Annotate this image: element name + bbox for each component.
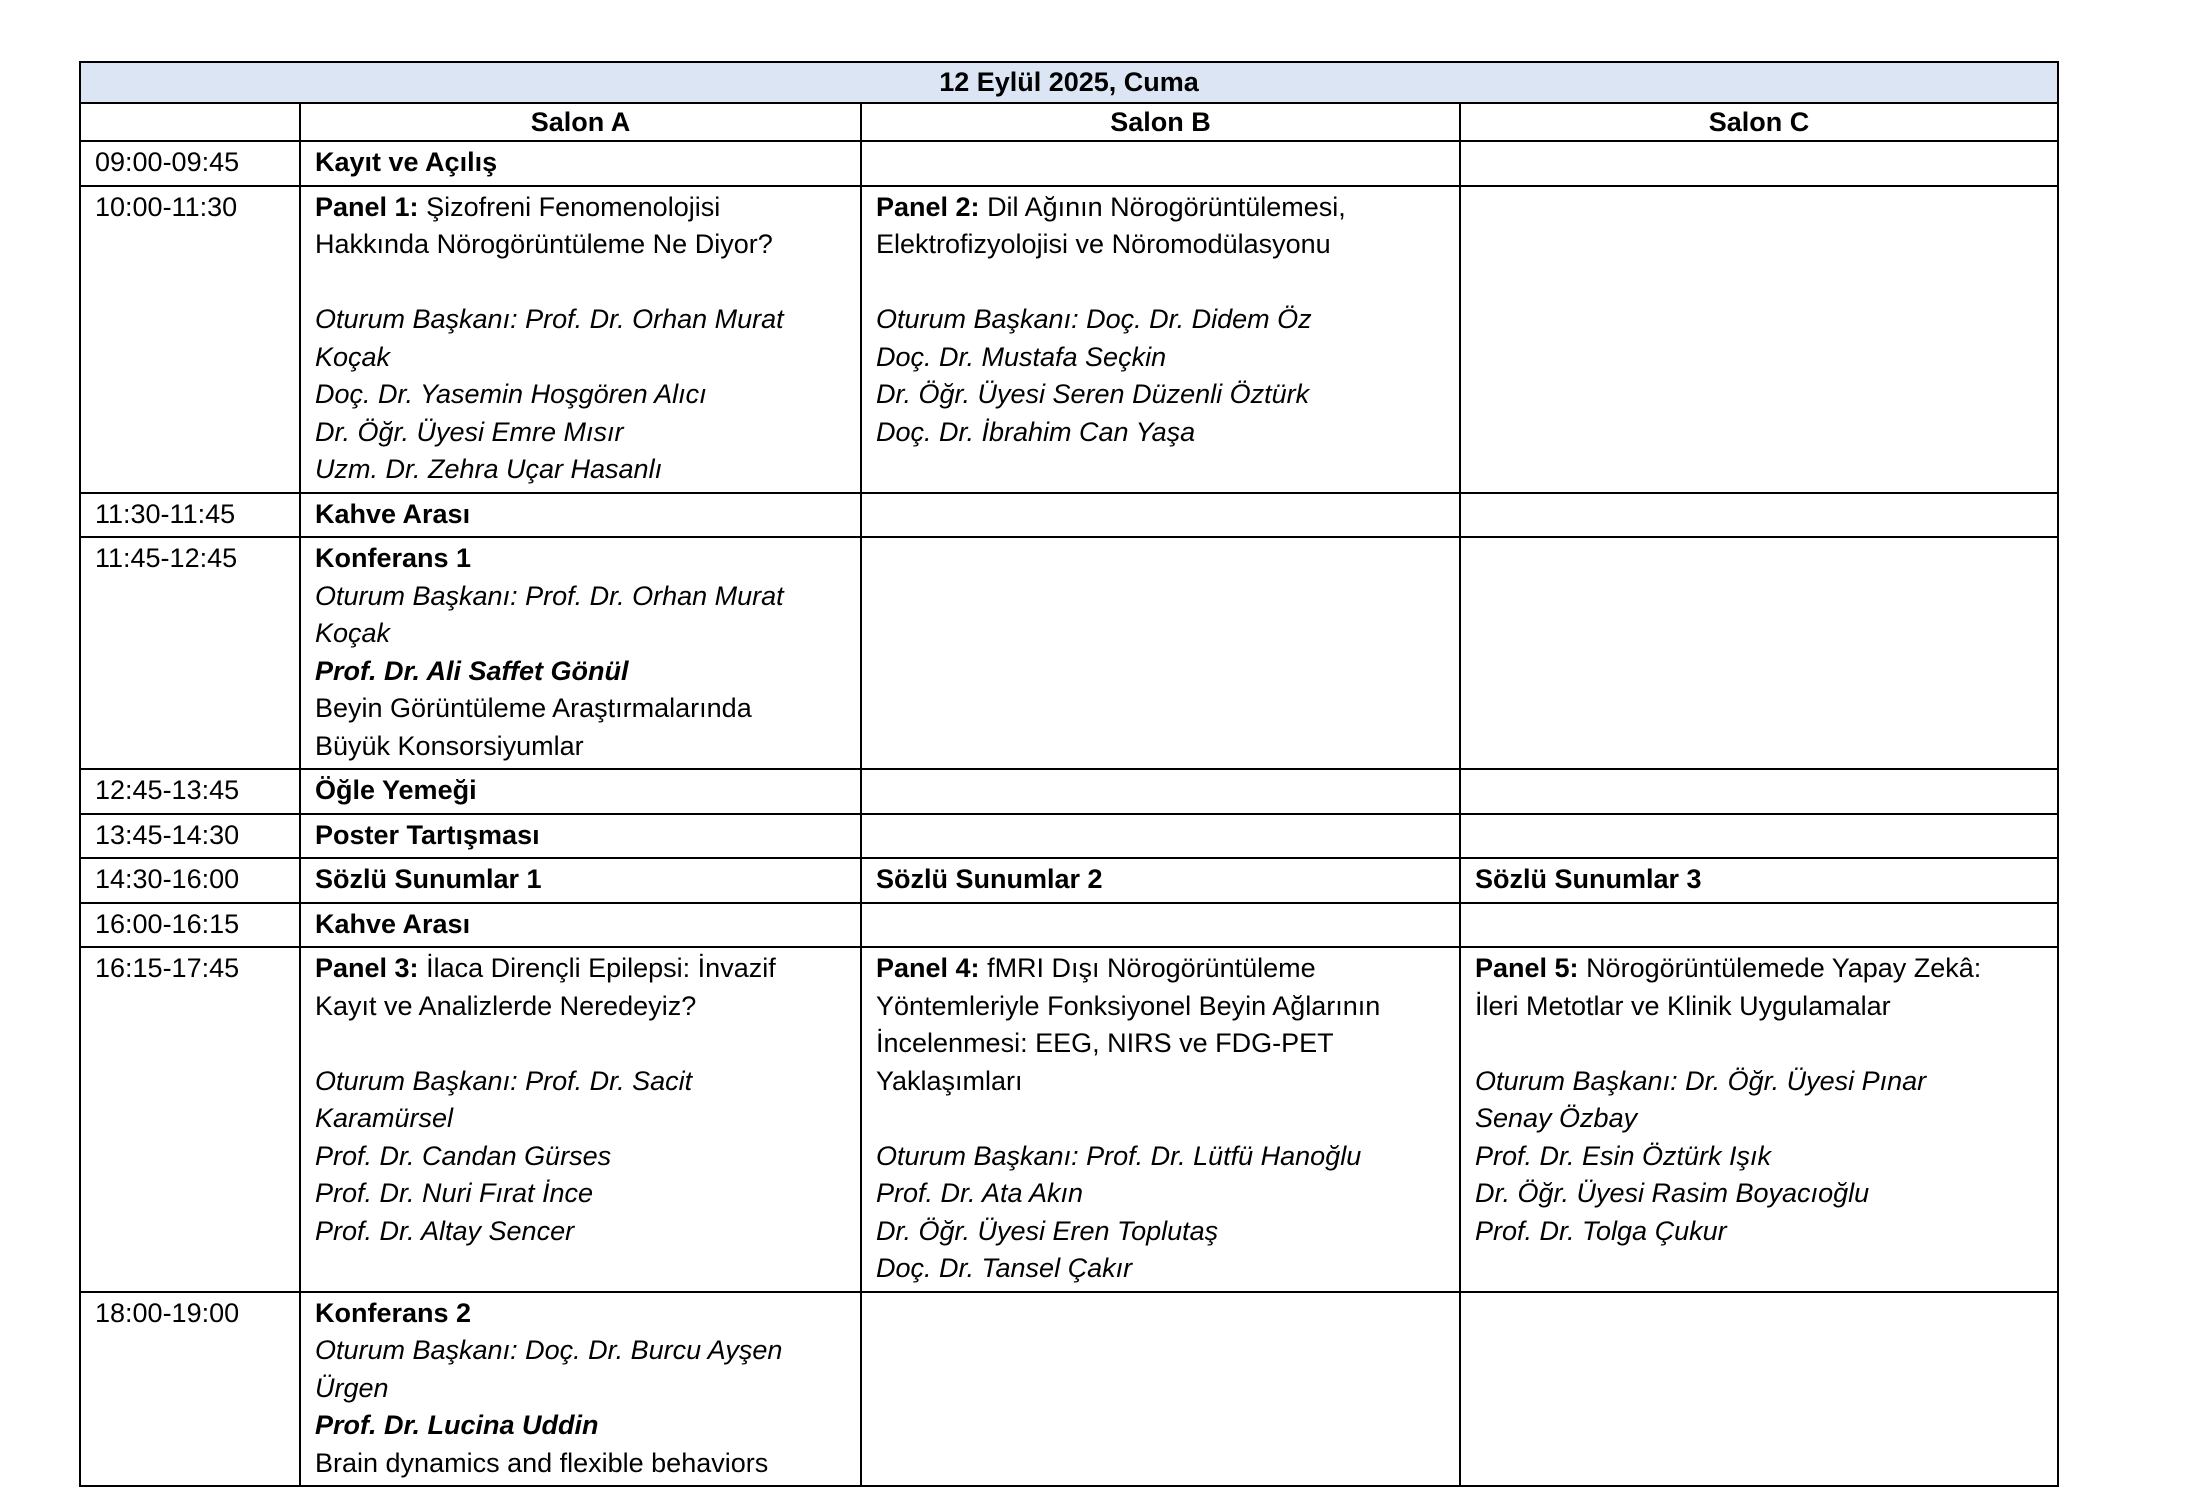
session-chair: Karamürsel [315, 1103, 454, 1133]
session-cell: Sözlü Sunumlar 2 [861, 858, 1460, 903]
table-row [80, 769, 2058, 814]
session-chair: Oturum Başkanı: Prof. Dr. Lütfü Hanoğlu [876, 1140, 1362, 1171]
time-cell: 11:30-11:45 [80, 493, 300, 538]
panel-topic: fMRI Dışı Nörogörüntüleme [987, 953, 1316, 983]
speaker: Prof. Dr. Esin Öztürk Işık [1475, 1140, 1772, 1171]
panel-topic: Elektrofizyolojisi ve Nöromodülasyonu [876, 229, 1331, 259]
speaker: Prof. Dr. Tolga Çukur [1475, 1215, 1727, 1246]
panel-label: Panel 5: [1475, 953, 1579, 983]
session-cell: Poster Tartışması [300, 814, 861, 859]
session-cell [861, 947, 1460, 1292]
spacer [876, 264, 1445, 302]
day-title: 12 Eylül 2025, Cuma [80, 62, 2058, 103]
speaker: Uzm. Dr. Zehra Uçar Hasanlı [315, 454, 663, 484]
panel-topic: Şizofreni Fenomenolojisi [426, 191, 721, 222]
session-cell: Kahve Arası [300, 903, 861, 948]
time-cell: 11:45-12:45 [80, 537, 300, 769]
speaker: Doç. Dr. Tansel Çakır [876, 1253, 1133, 1283]
speaker: Prof. Dr. Ata Akın [876, 1178, 1084, 1208]
table-row [80, 858, 2058, 903]
title-row [80, 62, 2058, 103]
schedule-table [79, 61, 2059, 1487]
table-row [80, 903, 2058, 948]
conference-topic: Beyin Görüntüleme Araştırmalarında [315, 693, 752, 723]
empty-cell [1460, 814, 2058, 859]
panel-title [876, 189, 1445, 227]
salon-c-header: Salon C [1460, 103, 2058, 141]
speaker: Dr. Öğr. Üyesi Eren Toplutaş [876, 1215, 1219, 1246]
time-cell: 09:00-09:45 [80, 141, 300, 186]
empty-cell [861, 141, 1460, 186]
empty-cell [861, 769, 1460, 814]
speaker: Prof. Dr. Ali Saffet Gönül [315, 655, 629, 686]
speaker: Doç. Dr. Mustafa Seçkin [876, 341, 1167, 372]
panel-topic: İncelenmesi: EEG, NIRS ve FDG-PET [876, 1028, 1334, 1058]
spacer [315, 1025, 846, 1063]
speaker: Dr. Öğr. Üyesi Emre Mısır [315, 416, 624, 447]
table-row [80, 141, 2058, 186]
panel-topic: Dil Ağının Nörogörüntülemesi, [987, 191, 1346, 222]
conference-topic: Brain dynamics and flexible behaviors [315, 1447, 769, 1478]
panel-title [1475, 950, 2043, 988]
panel-title [315, 950, 846, 988]
panel-topic: Yaklaşımları [876, 1065, 1023, 1096]
session-chair: Oturum Başkanı: Doç. Dr. Didem Öz [876, 304, 1312, 334]
speaker: Dr. Öğr. Üyesi Rasim Boyacıoğlu [1475, 1178, 1870, 1208]
session-chair: Oturum Başkanı: Prof. Dr. Orhan Murat [315, 580, 784, 611]
panel-topic: Yöntemleriyle Fonksiyonel Beyin Ağlarının [876, 990, 1381, 1021]
speaker: Prof. Dr. Lucina Uddin [315, 1410, 599, 1440]
speaker: Prof. Dr. Nuri Fırat İnce [315, 1178, 594, 1208]
table-row [80, 493, 2058, 538]
session-cell: Öğle Yemeği [300, 769, 861, 814]
session-chair: Koçak [315, 618, 391, 648]
spacer [315, 264, 846, 302]
panel-topic: İleri Metotlar ve Klinik Uygulamalar [1475, 990, 1891, 1021]
panel-topic: Nörogörüntülemede Yapay Zekâ: [1586, 953, 1982, 983]
session-chair: Oturum Başkanı: Prof. Dr. Sacit [315, 1065, 693, 1096]
header-row [80, 103, 2058, 141]
panel-label: Panel 1: [315, 191, 419, 222]
conference-label: Konferans 2 [315, 1297, 472, 1328]
time-cell: 10:00-11:30 [80, 186, 300, 493]
table-row [80, 537, 2058, 769]
empty-cell [861, 903, 1460, 948]
table-row [80, 814, 2058, 859]
salon-b-header: Salon B [861, 103, 1460, 141]
empty-cell [1460, 537, 2058, 769]
session-cell: Kayıt ve Açılış [300, 141, 861, 186]
session-chair: Ürgen [315, 1372, 389, 1403]
session-chair: Oturum Başkanı: Doç. Dr. Burcu Ayşen [315, 1335, 783, 1365]
time-cell: 16:00-16:15 [80, 903, 300, 948]
time-header [80, 103, 300, 141]
panel-topic: Hakkında Nörogörüntüleme Ne Diyor? [315, 229, 773, 259]
empty-cell [1460, 141, 2058, 186]
empty-cell [861, 537, 1460, 769]
conference-topic: Büyük Konsorsiyumlar [315, 730, 584, 761]
session-chair: Koçak [315, 341, 391, 372]
empty-cell [861, 493, 1460, 538]
empty-cell [1460, 493, 2058, 538]
session-cell: Sözlü Sunumlar 1 [300, 858, 861, 903]
panel-topic: Kayıt ve Analizlerde Neredeyiz? [315, 990, 697, 1021]
session-cell [1460, 947, 2058, 1292]
conference-label: Konferans 1 [315, 543, 472, 573]
table-row [80, 186, 2058, 493]
speaker: Doç. Dr. İbrahim Can Yaşa [876, 416, 1196, 447]
session-chair: Oturum Başkanı: Prof. Dr. Orhan Murat [315, 304, 784, 334]
empty-cell [861, 1292, 1460, 1487]
session-chair: Senay Özbay [1475, 1103, 1638, 1133]
time-cell: 14:30-16:00 [80, 858, 300, 903]
session-chair: Oturum Başkanı: Dr. Öğr. Üyesi Pınar [1475, 1065, 1927, 1096]
session-cell: Kahve Arası [300, 493, 861, 538]
time-cell: 18:00-19:00 [80, 1292, 300, 1487]
salon-a-header: Salon A [300, 103, 861, 141]
empty-cell [861, 814, 1460, 859]
speaker: Prof. Dr. Candan Gürses [315, 1140, 612, 1171]
panel-title [315, 189, 846, 227]
spacer [1475, 1025, 2043, 1063]
table-row [80, 947, 2058, 1292]
speaker: Doç. Dr. Yasemin Hoşgören Alıcı [315, 379, 707, 409]
panel-label: Panel 3: [315, 953, 419, 983]
time-cell: 13:45-14:30 [80, 814, 300, 859]
empty-cell [1460, 186, 2058, 493]
time-cell: 12:45-13:45 [80, 769, 300, 814]
empty-cell [1460, 769, 2058, 814]
speaker: Prof. Dr. Altay Sencer [315, 1215, 575, 1246]
session-cell [300, 1292, 861, 1487]
panel-title [876, 950, 1445, 988]
panel-label: Panel 2: [876, 191, 980, 222]
session-cell: Sözlü Sunumlar 3 [1460, 858, 2058, 903]
speaker: Dr. Öğr. Üyesi Seren Düzenli Öztürk [876, 379, 1310, 409]
panel-label: Panel 4: [876, 953, 980, 983]
spacer [876, 1100, 1445, 1138]
empty-cell [1460, 1292, 2058, 1487]
panel-topic: İlaca Dirençli Epilepsi: İnvazif [426, 953, 776, 983]
table-row [80, 1292, 2058, 1487]
session-cell [300, 186, 861, 493]
session-cell [300, 947, 861, 1292]
session-cell [300, 537, 861, 769]
time-cell: 16:15-17:45 [80, 947, 300, 1292]
empty-cell [1460, 903, 2058, 948]
session-cell [861, 186, 1460, 493]
